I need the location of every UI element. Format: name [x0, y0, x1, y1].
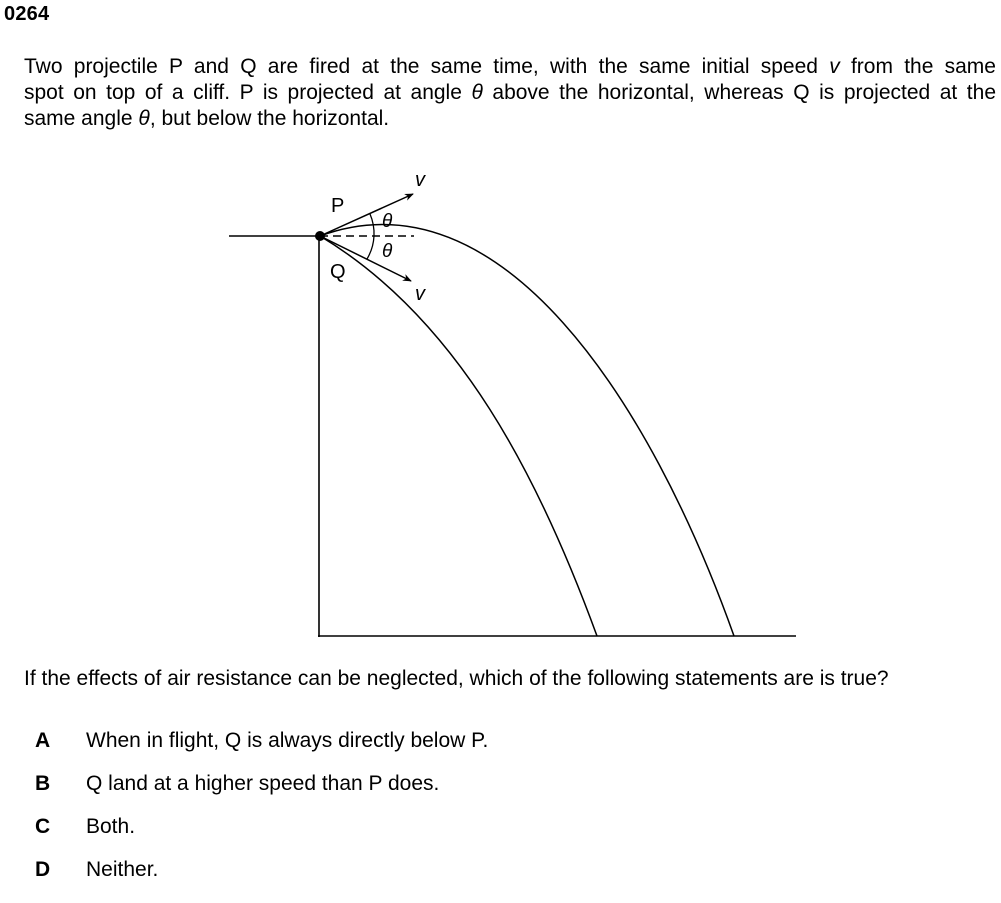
- trajectory-q: [320, 236, 597, 636]
- stem-variable-theta: θ: [471, 81, 483, 104]
- option-text: When in flight, Q is always directly below P.: [86, 729, 489, 752]
- stem-text: Two projectile P and Q are fired at the same time, with the same initial speed: [24, 55, 830, 78]
- option-letter: A: [35, 729, 51, 752]
- label-v-lower: v: [415, 283, 425, 305]
- stem-text: above the horizontal, whereas Q is projected at the: [482, 81, 996, 104]
- stem-text: , but below the horizontal.: [149, 107, 390, 130]
- option-c[interactable]: [35, 815, 488, 858]
- label-p: P: [331, 195, 345, 217]
- option-letter: C: [35, 815, 51, 838]
- option-a[interactable]: [35, 729, 488, 772]
- stem-variable-theta: θ: [138, 107, 150, 130]
- option-text: Neither.: [86, 858, 159, 881]
- option-b[interactable]: [35, 772, 488, 815]
- trajectory-p: [320, 225, 734, 636]
- question-number: 0264: [4, 3, 50, 25]
- stem-text: spot on top of a cliff. P is projected at angle: [24, 81, 472, 104]
- stem-variable-v: v: [829, 55, 840, 78]
- stem-text: same angle: [24, 107, 139, 130]
- option-letter: D: [35, 858, 51, 881]
- option-text: Both.: [86, 815, 136, 838]
- label-theta-lower: θ: [382, 241, 393, 262]
- option-letter: B: [35, 772, 51, 795]
- question-prompt: If the effects of air resistance can be neglected, which of the following statements are is true?: [24, 667, 889, 690]
- option-d[interactable]: [35, 858, 488, 901]
- label-v-upper: v: [415, 169, 425, 191]
- label-q: Q: [330, 261, 346, 283]
- stem-text: from the same: [839, 55, 996, 78]
- answer-options: [35, 729, 488, 901]
- launch-point: [315, 231, 325, 241]
- label-theta-upper: θ: [382, 211, 393, 232]
- angle-arc-lower: [367, 236, 374, 259]
- option-text: Q land at a higher speed than P does.: [86, 772, 440, 795]
